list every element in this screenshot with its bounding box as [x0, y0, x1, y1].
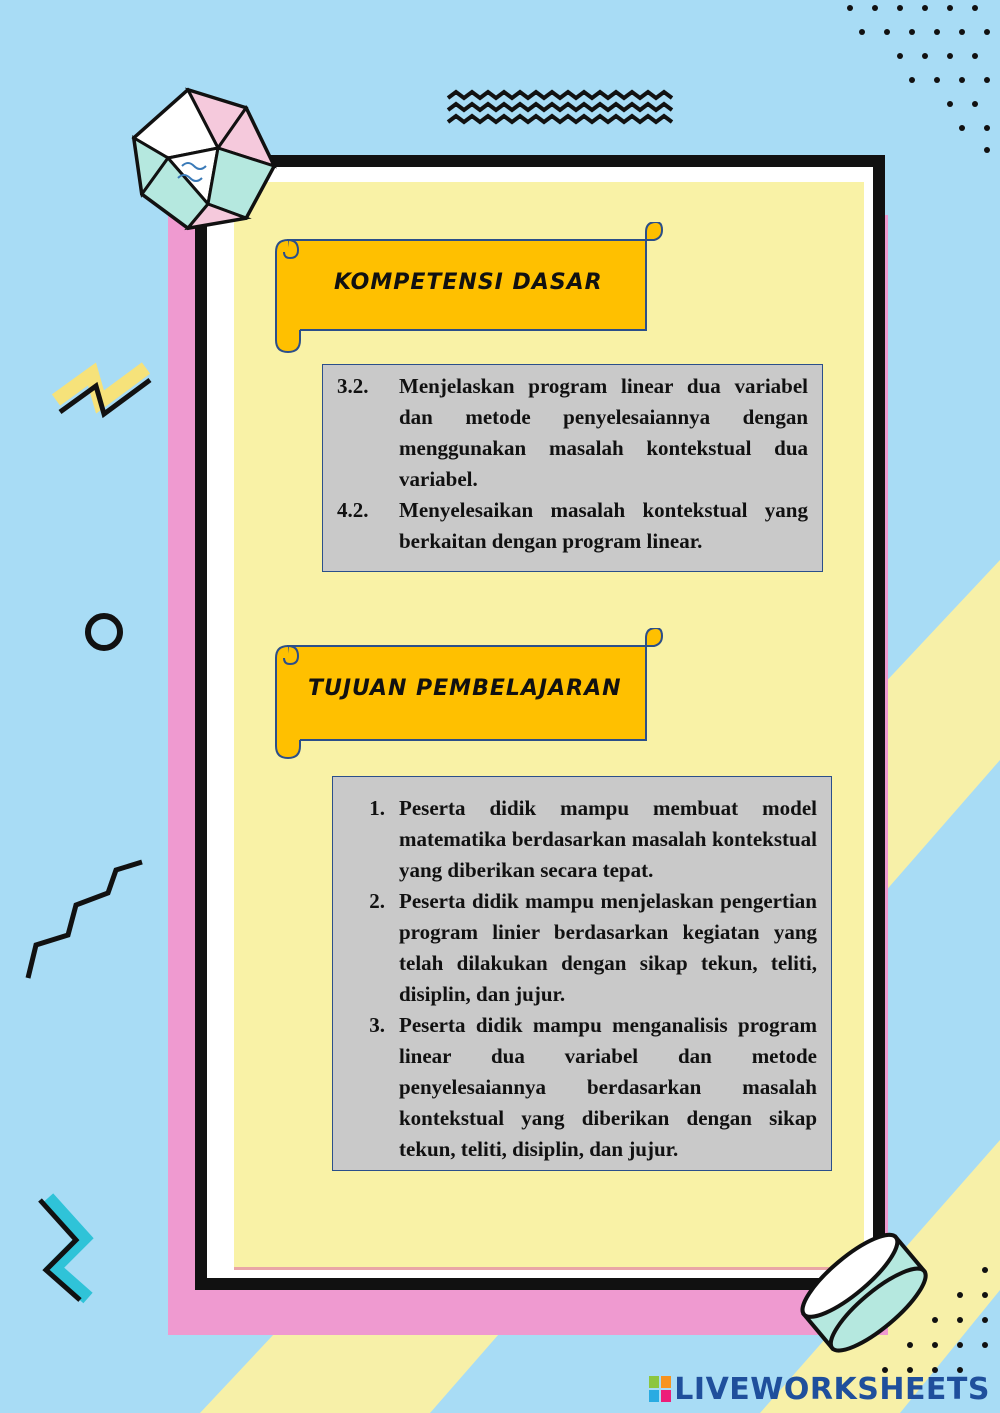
tujuan-item [339, 793, 817, 886]
watermark-text: LIVEWORKSHEETS [674, 1372, 990, 1407]
ring-shape [88, 616, 120, 648]
liveworksheets-logo-icon [649, 1376, 671, 1402]
tujuan-title: TUJUAN PEMBELAJARAN [308, 676, 622, 701]
kompetensi-banner [272, 222, 664, 354]
item-number: 2. [369, 889, 385, 913]
zigzag-line-left [28, 862, 142, 978]
liveworksheets-watermark[interactable] [649, 1372, 990, 1407]
item-number: 4.2. [337, 498, 369, 522]
item-number: 1. [369, 796, 385, 820]
kompetensi-title: KOMPETENSI DASAR [334, 270, 603, 295]
item-text: Peserta didik mampu menganalisis program linear dua variabel dan metode penyelesaiannya berdasarkan masalah kontekstual yang diberikan dengan sikap tekun, teliti, disiplin, dan jujur. [399, 1013, 817, 1161]
disc-icon [786, 1220, 946, 1370]
tujuan-banner [272, 628, 664, 760]
item-text: Menjelaskan program linear dua variabel dan metode penyelesaiannya dengan menggunakan masalah kontekstual dua variabel. [399, 374, 808, 491]
item-number: 3.2. [337, 374, 369, 398]
item-text: Peserta didik mampu menjelaskan pengertian program linier berdasarkan kegiatan yang telah dilakukan dengan sikap tekun, teliti, disiplin, dan jujur. [399, 889, 817, 1006]
tujuan-item [339, 1010, 817, 1165]
kompetensi-box [322, 364, 823, 572]
polyhedron-icon [128, 86, 278, 236]
tujuan-box [332, 776, 832, 1171]
zigzag-top [448, 92, 672, 98]
item-text: Peserta didik mampu membuat model matematika berdasarkan masalah kontekstual yang diberikan secara tepat. [399, 796, 817, 882]
kompetensi-item [337, 371, 808, 495]
item-text: Menyelesaikan masalah kontekstual yang berkaitan dengan program linear. [399, 498, 808, 553]
tujuan-item [339, 886, 817, 1010]
kompetensi-item [337, 495, 808, 557]
item-number: 3. [369, 1013, 385, 1037]
dot-pattern-top [847, 5, 990, 153]
